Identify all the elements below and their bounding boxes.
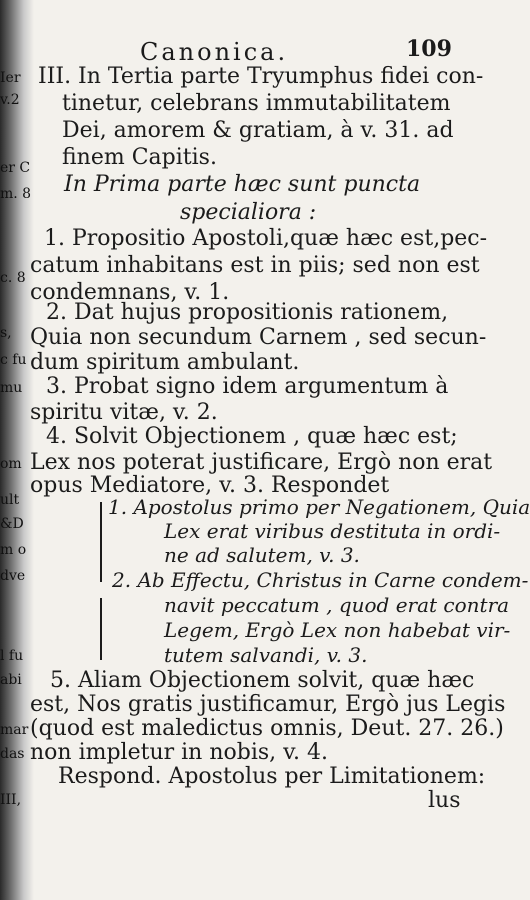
subitem-line: Legem, Ergò Lex non habebat vir- bbox=[164, 618, 511, 642]
subitem-line: Lex erat viribus destituta in ordi- bbox=[164, 519, 501, 543]
margin-fragment: om bbox=[0, 456, 22, 472]
margin-fragment: m o bbox=[0, 542, 27, 558]
margin-fragment: III, bbox=[0, 792, 22, 808]
text-line: 5. Aliam Objectionem solvit, quæ hæc bbox=[50, 668, 475, 693]
subitem-line: ne ad salutem, v. 3. bbox=[164, 543, 360, 567]
margin-fragment: &D bbox=[0, 516, 24, 532]
margin-fragment: c fu bbox=[0, 352, 27, 368]
margin-fragment: v.2 bbox=[0, 92, 20, 108]
text-line: 4. Solvit Objectionem , quæ hæc est; bbox=[46, 424, 458, 449]
text-line: opus Mediatore, v. 3. Respondet bbox=[30, 473, 390, 498]
text-line: 2. Dat hujus propositionis rationem, bbox=[46, 300, 449, 325]
text-line: est, Nos gratis justificamur, Ergò jus Legis bbox=[30, 692, 506, 717]
section-heading: specialiora : bbox=[180, 200, 317, 225]
brace bbox=[100, 502, 102, 582]
margin-fragment: mar bbox=[0, 722, 29, 738]
text-line: condemnans, v. 1. bbox=[30, 280, 230, 305]
running-header: Canonica. bbox=[140, 38, 289, 66]
subitem-line: 1. Apostolus primo per Negationem, Quia bbox=[108, 495, 530, 519]
text-line: catum inhabitans est in piis; sed non est bbox=[30, 253, 480, 278]
text-line: non impletur in nobis, v. 4. bbox=[30, 740, 328, 765]
subitem-line: navit peccatum , quod erat contra bbox=[164, 593, 510, 617]
margin-fragment: dve bbox=[0, 568, 26, 584]
text-line: III. In Tertia parte Tryumphus fidei con- bbox=[38, 64, 484, 89]
margin-fragment: m. 8 bbox=[0, 186, 32, 202]
margin-fragment: s, bbox=[0, 325, 12, 341]
margin-fragment: er C bbox=[0, 160, 31, 176]
subitem-line: tutem salvandi, v. 3. bbox=[164, 643, 368, 667]
text-line: Respond. Apostolus per Limitationem: bbox=[58, 764, 486, 789]
text-line: (quod est maledictus omnis, Deut. 27. 26.) bbox=[30, 716, 504, 741]
margin-fragment: l fu bbox=[0, 648, 24, 664]
brace bbox=[100, 598, 102, 660]
margin-fragment: das bbox=[0, 746, 25, 762]
text-line: tinetur, celebrans immutabilitatem bbox=[62, 91, 451, 116]
catchword: lus bbox=[428, 788, 461, 813]
text-line: 3. Probat signo idem argumentum à bbox=[46, 374, 449, 399]
margin-fragment: c. 8 bbox=[0, 270, 26, 286]
text-line: dum spiritum ambulant. bbox=[30, 350, 300, 375]
page-number: 109 bbox=[406, 36, 452, 62]
margin-fragment: mu bbox=[0, 380, 23, 396]
text-line: Dei, amorem & gratiam, à v. 31. ad bbox=[62, 118, 454, 143]
text-line: Quia non secundum Carnem , sed secun- bbox=[30, 325, 487, 350]
margin-fragment: Ier bbox=[0, 70, 21, 86]
subitem-line: 2. Ab Effectu, Christus in Carne condem- bbox=[112, 568, 529, 592]
text-line: 1. Propositio Apostoli,quæ hæc est,pec- bbox=[44, 226, 488, 251]
text-line: spiritu vitæ, v. 2. bbox=[30, 400, 218, 425]
section-heading: In Prima parte hæc sunt puncta bbox=[64, 172, 421, 197]
binding-gutter bbox=[0, 0, 34, 900]
margin-fragment: abi bbox=[0, 672, 22, 688]
margin-fragment: ult bbox=[0, 492, 20, 508]
text-line: finem Capitis. bbox=[62, 145, 217, 170]
text-line: Lex nos poterat justificare, Ergò non erat bbox=[30, 450, 493, 475]
